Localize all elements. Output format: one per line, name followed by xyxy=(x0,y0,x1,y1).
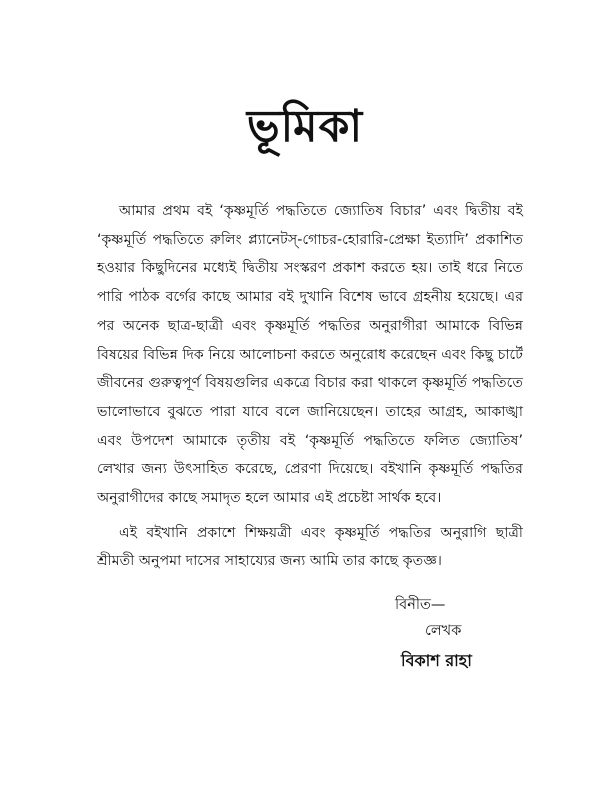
paragraph-2: এই বইখানি প্রকাশে শিক্ষয়ত্রী এবং কৃষ্ণমূর্তি পদ্ধতির অনুরাগি ছাত্রী শ্রীমতী অনুপমা দাসের সাহায্যের জন্য আমি তার কাছে কৃতজ্ঞ। xyxy=(97,524,523,570)
author-name: বিকাশ রাহা xyxy=(401,651,472,670)
paragraph-1: আমার প্রথম বই ‘কৃষ্ণমূর্তি পদ্ধতিতে জ্যোতিষ বিচার’ এবং দ্বিতীয় বই ‘কৃষ্ণমূর্তি পদ্ধতিতে রুলিং প্ল্যানেটস্-গোচর-হোরারি-প্রেক্ষা ইত্যাদি’ প্রকাশিত হওয়ার কিছুদিনের মধ্যেই দ্বিতীয় সংস্করণ প্রকাশ করতে হয়। তাই ধরে নিতে পারি পাঠক বর্গের কাছে আমার বই দুখানি বিশেষ ভাবে গ্রহনীয় হয়েছে। এর পর অনেক ছাত্র-ছাত্রী এবং কৃষ্ণমূর্তি পদ্ধতির অনুরাগীরা আমাকে বিভিন্ন বিষয়ের বিভিন্ন দিক নিয়ে আলোচনা করতে অনুরোধ করেছেন এবং কিছু চার্টে জীবনের গুরুত্বপূর্ণ বিষয়গুলির একত্রে বিচার করা থাকলে কৃষ্ণমূর্তি পদ্ধতিতে ভালোভাবে বুঝতে পারা যাবে বলে জানিয়েছেন। তাহের আগ্রহ, আকাঙ্খা এবং উপদেশ আমাকে তৃতীয় বই ‘কৃষ্ণমূর্তি পদ্ধতিতে ফলিত জ্যোতিষ’ লেখার জন্য উৎসাহিত করেছে, প্রেরণা দিয়েছে। বইখানি কৃষ্ণমূর্তি পদ্ধতির অনুরাগীদের কাছে সমাদৃত হলে আমার এই প্রচেষ্টা সার্থক হবে। xyxy=(97,203,523,507)
signoff-role: লেখক xyxy=(425,623,462,639)
signoff-block xyxy=(395,592,575,674)
signoff-submission: বিনীত— xyxy=(395,597,446,613)
preface-body xyxy=(97,197,523,576)
page-title: ভূমিকা xyxy=(246,101,364,153)
